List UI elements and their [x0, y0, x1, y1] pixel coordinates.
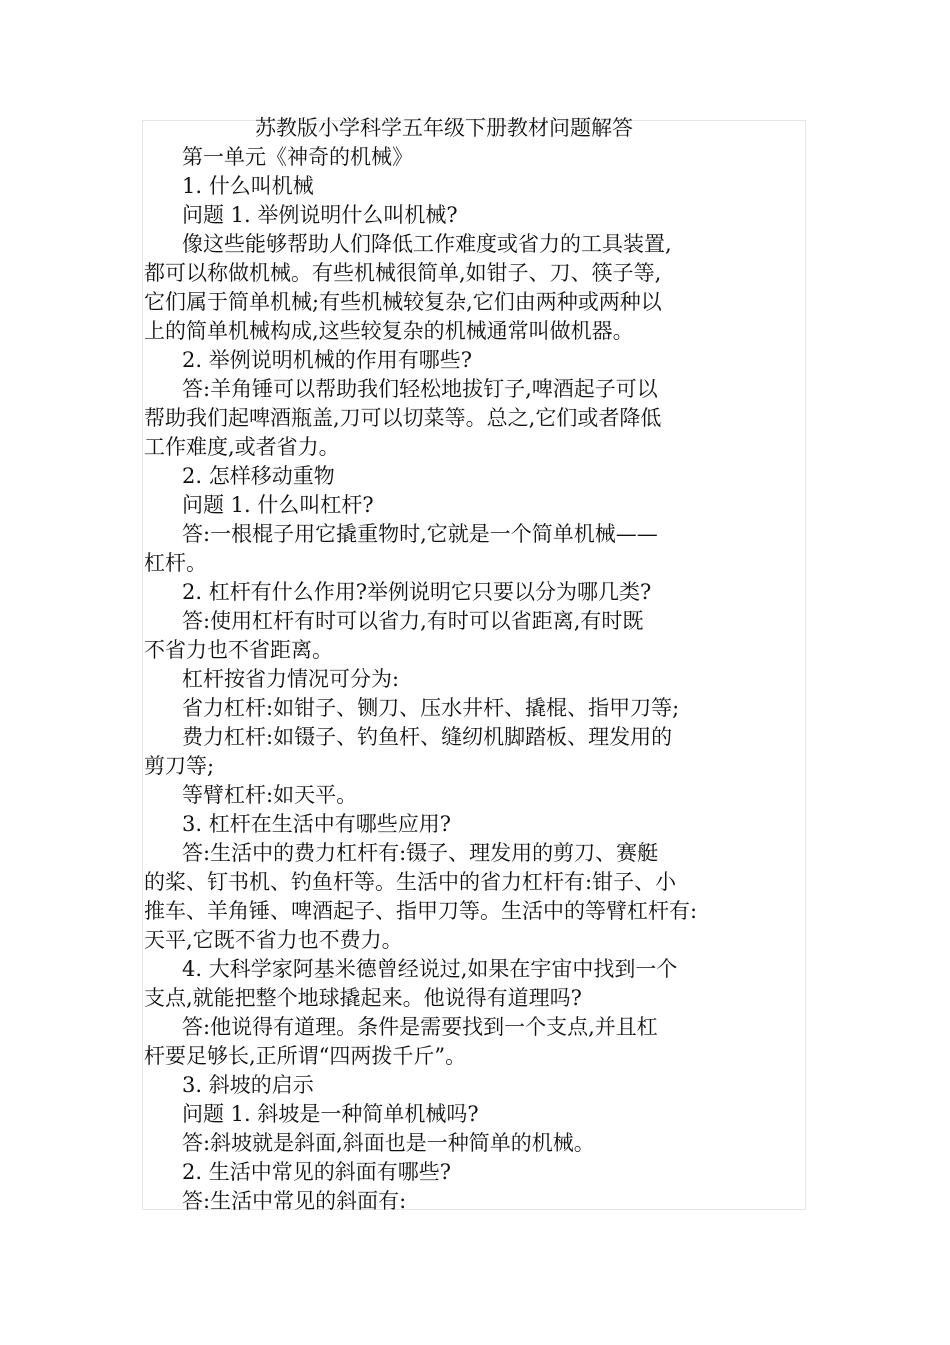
text-line: 不省力也不省距离。: [144, 638, 333, 662]
text-line: 杆要足够长,正所谓“四两拨千斤”。: [144, 1044, 467, 1068]
text-line: 3. 斜坡的启示: [182, 1073, 314, 1097]
text-line: 它们属于简单机械;有些机械较复杂,它们由两种或两种以: [144, 290, 662, 314]
text-line: 费力杠杆:如镊子、钓鱼杆、缝纫机脚踏板、理发用的: [182, 725, 673, 749]
text-line: 上的简单机械构成,这些较复杂的机械通常叫做机器。: [144, 319, 634, 343]
text-line: 问题 1. 举例说明什么叫机械?: [182, 203, 458, 227]
document-title: 苏教版小学科学五年级下册教材问题解答: [255, 116, 633, 140]
text-line: 支点,就能把整个地球撬起来。他说得有道理吗?: [144, 986, 582, 1010]
text-line: 答:使用杠杆有时可以省力,有时可以省距离,有时既: [182, 609, 644, 633]
text-line: 2. 杠杆有什么作用?举例说明它只要以分为哪几类?: [182, 580, 652, 604]
text-line: 2. 怎样移动重物: [182, 464, 335, 488]
text-line: 的桨、钉书机、钓鱼杆等。生活中的省力杠杆有:钳子、小: [144, 870, 677, 894]
text-line: 4. 大科学家阿基米德曾经说过,如果在宇宙中找到一个: [182, 957, 678, 981]
text-line: 3. 杠杆在生活中有哪些应用?: [182, 812, 451, 836]
text-line: 答:斜坡就是斜面,斜面也是一种简单的机械。: [182, 1131, 595, 1155]
text-line: 答:生活中的费力杠杆有:镊子、理发用的剪刀、赛艇: [182, 841, 659, 865]
text-line: 答:生活中常见的斜面有:: [182, 1189, 407, 1213]
text-line: 等臂杠杆:如天平。: [182, 783, 358, 807]
text-line: 杠杆按省力情况可分为:: [182, 667, 400, 691]
text-line: 2. 举例说明机械的作用有哪些?: [182, 348, 472, 372]
text-line: 省力杠杆:如钳子、铡刀、压水井杆、撬棍、指甲刀等;: [182, 696, 680, 720]
text-line: 像这些能够帮助人们降低工作难度或省力的工具装置,: [182, 232, 672, 256]
document-lines: [144, 143, 744, 1216]
text-line: 都可以称做机械。有些机械很简单,如钳子、刀、筷子等,: [144, 261, 662, 285]
text-line: 第一单元《神奇的机械》: [182, 145, 413, 169]
text-line: 问题 1. 斜坡是一种简单机械吗?: [182, 1102, 479, 1126]
text-line: 答:羊角锤可以帮助我们轻松地拔钉子,啤酒起子可以: [182, 377, 658, 401]
text-line: 答:他说得有道理。条件是需要找到一个支点,并且杠: [182, 1015, 658, 1039]
text-line: 杠杆。: [144, 551, 207, 575]
document-body: [144, 114, 744, 1216]
text-line: 2. 生活中常见的斜面有哪些?: [182, 1160, 451, 1184]
text-line: 推车、羊角锤、啤酒起子、指甲刀等。生活中的等臂杠杆有:: [144, 899, 698, 923]
text-line: 帮助我们起啤酒瓶盖,刀可以切菜等。总之,它们或者降低: [144, 406, 662, 430]
text-line: 天平,它既不省力也不费力。: [144, 928, 403, 952]
text-line: 1. 什么叫机械: [182, 174, 314, 198]
text-line: 答:一根棍子用它撬重物时,它就是一个简单机械——: [182, 522, 658, 546]
text-line: 工作难度,或者省力。: [144, 435, 340, 459]
text-line: 问题 1. 什么叫杠杆?: [182, 493, 374, 517]
text-line: 剪刀等;: [144, 754, 215, 778]
